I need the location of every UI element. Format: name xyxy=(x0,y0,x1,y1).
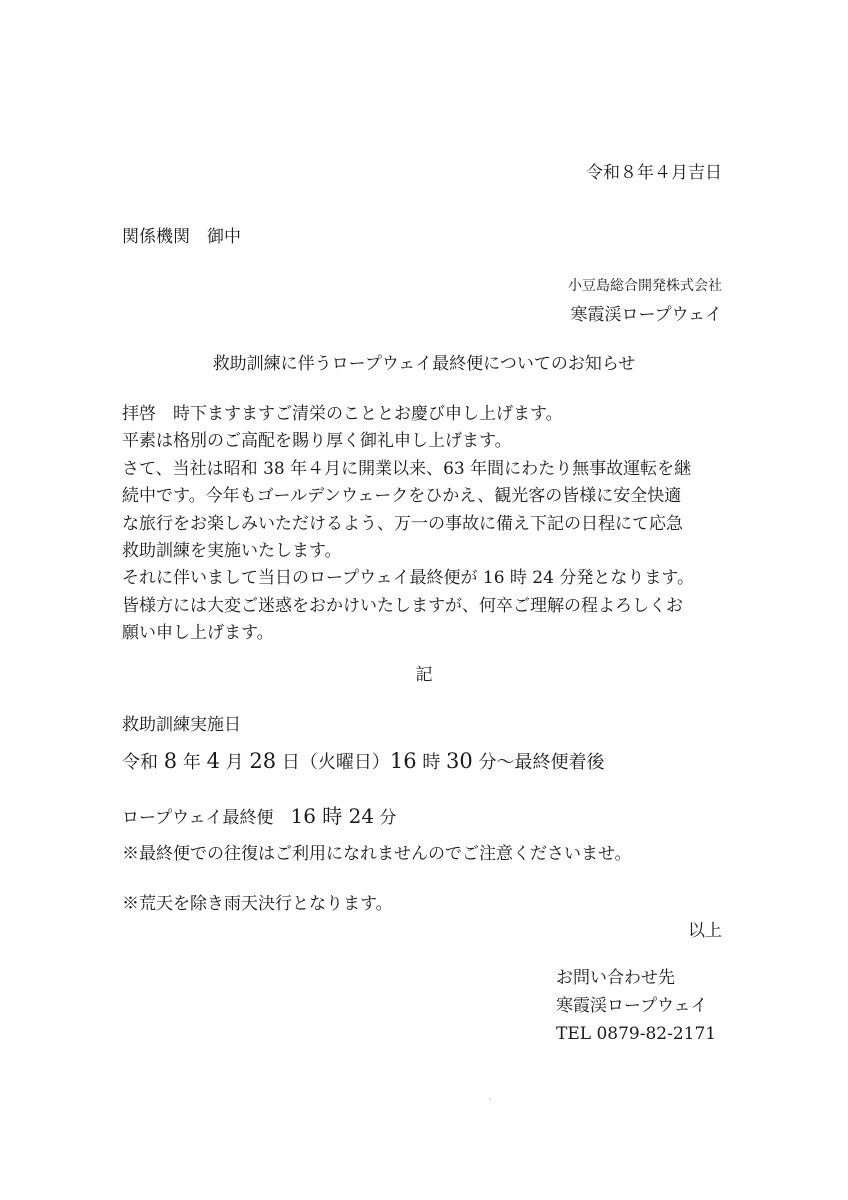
date-part: 30 xyxy=(446,749,473,773)
training-date xyxy=(122,748,605,774)
body-line: 皆様方には大変ご迷惑をおかけいたしますが、何卒ご理解の程よろしくお xyxy=(122,595,683,616)
body-paragraph xyxy=(122,401,734,648)
notice-title: 救助訓練に伴うロープウェイ最終便についてのお知らせ xyxy=(212,354,636,374)
addressee: 関係機関 御中 xyxy=(122,227,241,247)
document-date: 令和８年４月吉日 xyxy=(586,163,722,183)
last-car-minute-unit: 分 xyxy=(374,808,397,828)
last-car-hour-unit: 時 xyxy=(315,804,349,828)
date-part: 年 xyxy=(177,752,207,773)
body-line: それに伴いまして当日のロープウェイ最終便が 16 時 24 分発となります。 xyxy=(122,568,694,589)
body-line: さて、当社は昭和 38 年４月に開業以来、63 年間にわたり無事故運転を継 xyxy=(122,458,692,479)
date-part: 4 xyxy=(206,749,220,773)
last-car-time xyxy=(122,800,397,829)
date-part: 月 xyxy=(219,752,250,773)
contact-name: 寒霞渓ロープウェイ xyxy=(556,996,708,1016)
date-part: 日（火曜日） xyxy=(276,752,390,773)
contact-phone: TEL 0879-82-2171 xyxy=(556,1024,717,1044)
last-car-hour: 16 xyxy=(290,804,316,828)
last-car-label: ロープウェイ最終便 xyxy=(122,808,291,828)
body-line: 救助訓練を実施いたします。 xyxy=(122,541,342,562)
date-part: 28 xyxy=(249,749,277,773)
date-part: 分〜最終便着後 xyxy=(472,752,605,773)
date-part: 16 xyxy=(389,749,417,773)
body-line: 拝啓 時下ますますご清栄のこととお慶び申し上げます。 xyxy=(122,404,563,424)
ki-heading: 記 xyxy=(415,665,433,685)
body-line: 願い申し上げます。 xyxy=(122,623,274,644)
date-part: 令和 xyxy=(122,752,164,773)
training-heading: 救助訓練実施日 xyxy=(122,715,241,735)
date-part: 8 xyxy=(163,749,178,773)
sender-department: 寒霞渓ロープウェイ xyxy=(570,305,722,325)
body-line: 平素は格別のご高配を賜り厚く御礼申し上げます。 xyxy=(122,431,512,452)
closing-mark: 以上 xyxy=(688,921,722,941)
note-no-round-trip: ※最終便での往復はご利用になれませんのでご注意くださいませ。 xyxy=(122,844,632,864)
contact-block xyxy=(556,964,716,1048)
note-rain-or-shine: ※荒天を除き雨天決行となります。 xyxy=(122,894,393,914)
body-line: 続中です。今年もゴールデンウェークをひかえ、観光客の皆様に安全快適 xyxy=(122,486,682,507)
sender-company: 小豆島総合開発株式会社 xyxy=(568,278,722,294)
last-car-minute: 24 xyxy=(348,804,375,828)
contact-heading: お問い合わせ先 xyxy=(556,968,675,988)
scan-speck xyxy=(489,1098,491,1100)
body-line: な旅行をお楽しみいただけるよう、万一の事故に備え下記の日程にて応急 xyxy=(122,513,683,534)
date-part: 時 xyxy=(416,752,447,773)
